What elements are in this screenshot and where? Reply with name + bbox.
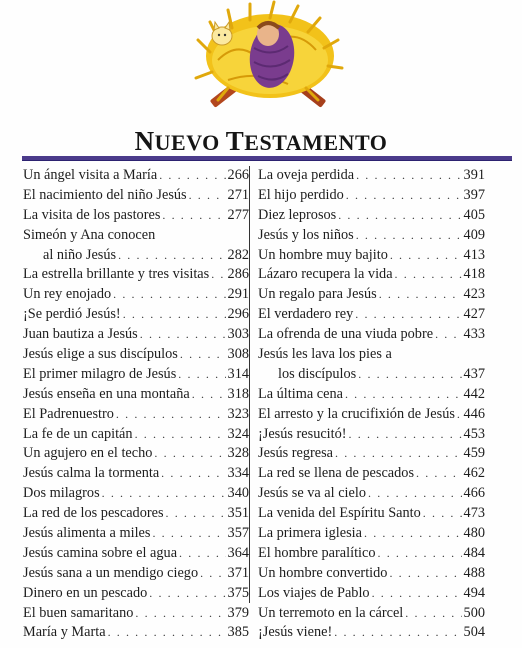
entry-title: El buen samaritano xyxy=(23,604,134,621)
entry-title: Jesús alimenta a miles xyxy=(23,525,151,542)
entry-title: Los viajes de Pablo xyxy=(258,584,370,601)
dot-leader xyxy=(162,206,225,226)
entry-title: Jesús camina sobre el agua xyxy=(23,544,178,561)
toc-entry xyxy=(258,604,485,624)
dot-leader xyxy=(345,385,462,405)
toc-entry xyxy=(258,206,485,226)
dot-leader xyxy=(423,504,462,524)
page-number: 459 xyxy=(463,445,485,462)
toc-entry xyxy=(258,246,485,266)
dot-leader xyxy=(123,305,226,325)
toc-entry xyxy=(23,524,249,544)
dot-leader xyxy=(118,246,225,266)
page-number: 433 xyxy=(463,326,485,343)
dot-leader xyxy=(159,166,225,186)
dot-leader xyxy=(140,325,226,345)
dot-leader xyxy=(189,186,226,206)
dot-leader xyxy=(356,166,461,186)
page-number: 494 xyxy=(463,584,485,601)
section-title: NUEVO TESTAMENTO xyxy=(134,126,388,156)
entry-title: La última cena xyxy=(258,385,343,402)
entry-title: La primera iglesia xyxy=(258,525,363,542)
entry-title: Jesús sana a un mendigo ciego xyxy=(23,564,199,581)
dot-leader xyxy=(379,285,462,305)
entry-title: La oveja perdida xyxy=(258,167,355,183)
toc-entry xyxy=(258,365,485,385)
dot-leader xyxy=(200,564,225,584)
entry-title: El arresto y la crucifixión de Jesús xyxy=(258,405,455,422)
dot-leader xyxy=(154,444,225,464)
dot-leader xyxy=(192,385,226,405)
toc-entry xyxy=(258,504,485,524)
page-number: 473 xyxy=(463,505,485,522)
toc-entry xyxy=(258,544,485,564)
toc-entry xyxy=(258,405,485,425)
entry-title: El hijo perdido xyxy=(258,186,344,203)
toc-entry xyxy=(23,385,249,405)
entry-title: Juan bautiza a Jesús xyxy=(23,326,138,343)
dot-leader xyxy=(416,464,462,484)
toc-entry xyxy=(23,345,249,365)
entry-title: Simeón y Ana conocen xyxy=(23,226,156,243)
dot-leader xyxy=(166,504,226,524)
toc-entry xyxy=(258,564,485,584)
page-number: 391 xyxy=(463,167,485,183)
toc-entry xyxy=(258,285,485,305)
toc-entry xyxy=(23,544,249,564)
dot-leader xyxy=(108,623,226,643)
dot-leader xyxy=(113,285,225,305)
toc-entry xyxy=(258,325,485,345)
page-number: 500 xyxy=(463,604,485,621)
entry-title: Un hombre convertido xyxy=(258,564,388,581)
page-number: 437 xyxy=(463,365,485,382)
dot-leader xyxy=(211,265,225,285)
page-number: 466 xyxy=(463,485,485,502)
dot-leader xyxy=(349,425,462,445)
toc-entry xyxy=(258,385,485,405)
toc-entry xyxy=(258,186,485,206)
toc-entry xyxy=(23,464,249,484)
entry-title: El hombre paralítico xyxy=(258,544,376,561)
entry-title: María y Marta xyxy=(23,624,106,641)
entry-title: Jesús enseña en una montaña xyxy=(23,385,190,402)
dot-leader xyxy=(338,206,461,226)
dot-leader xyxy=(395,265,462,285)
entry-title: Diez leprosos xyxy=(258,206,337,223)
entry-title: Un terremoto en la cárcel xyxy=(258,604,404,621)
toc-entry xyxy=(258,265,485,285)
toc-entry xyxy=(23,564,249,584)
entry-title: Dinero en un pescado xyxy=(23,584,148,601)
page-number: 385 xyxy=(227,624,249,641)
entry-title: Jesús elige a sus discípulos xyxy=(23,346,178,363)
dot-leader xyxy=(389,564,461,584)
entry-title: El primer milagro de Jesús xyxy=(23,365,177,382)
toc-entry xyxy=(23,265,249,285)
page-number: 409 xyxy=(463,226,485,243)
toc-entry xyxy=(23,623,249,643)
dot-leader xyxy=(334,623,461,643)
page-number: 303 xyxy=(227,326,249,343)
entry-title: Un hombre muy bajito xyxy=(258,246,388,263)
page-number: 371 xyxy=(227,564,249,581)
toc-entry xyxy=(258,623,485,643)
page-number: 397 xyxy=(463,186,485,203)
dot-leader xyxy=(405,604,461,624)
title-rule-line xyxy=(22,160,512,161)
dot-leader xyxy=(135,425,226,445)
entry-title: La fe de un capitán xyxy=(23,425,133,442)
dot-leader xyxy=(102,484,226,504)
entry-title: ¡Se perdió Jesús! xyxy=(23,306,121,323)
dot-leader xyxy=(372,584,462,604)
dot-leader xyxy=(179,544,226,564)
dot-leader xyxy=(356,226,462,246)
entry-title: La visita de los pastores xyxy=(23,206,161,223)
page-number: 324 xyxy=(227,425,249,442)
toc-entry xyxy=(23,444,249,464)
toc-entry xyxy=(23,325,249,345)
toc-entry xyxy=(258,345,485,365)
page-number: 423 xyxy=(463,286,485,303)
entry-title: Jesús se va al cielo xyxy=(258,485,366,502)
entry-title: Jesús regresa xyxy=(258,445,334,462)
manger-illustration xyxy=(188,0,348,120)
toc-entry xyxy=(23,206,249,226)
page-number: 277 xyxy=(227,206,249,223)
dot-leader xyxy=(152,524,225,544)
entry-title: La estrella brillante y tres visitas xyxy=(23,266,210,283)
dot-leader xyxy=(161,464,225,484)
toc-right-column xyxy=(258,166,485,643)
toc-entry xyxy=(258,425,485,445)
toc-entry xyxy=(23,584,249,604)
toc-entry xyxy=(258,464,485,484)
entry-title: Un rey enojado xyxy=(23,286,112,303)
page-number: 340 xyxy=(227,485,249,502)
page-number: 286 xyxy=(227,266,249,283)
page-number: 351 xyxy=(227,505,249,522)
toc-entry xyxy=(23,604,249,624)
toc-entry xyxy=(258,524,485,544)
page-number: 453 xyxy=(463,425,485,442)
page-number: 418 xyxy=(463,266,485,283)
toc-entry xyxy=(23,425,249,445)
page-number: 462 xyxy=(463,465,485,482)
dot-leader xyxy=(178,365,225,385)
entry-title: La venida del Espíritu Santo xyxy=(258,505,421,522)
page-number: 282 xyxy=(227,246,249,263)
page-number: 271 xyxy=(227,186,249,203)
page-number: 364 xyxy=(227,544,249,561)
entry-title: La red se llena de pescados xyxy=(258,465,415,482)
toc-entry xyxy=(258,166,485,186)
dot-leader xyxy=(355,305,461,325)
entry-title: El nacimiento del niño Jesús xyxy=(23,186,187,203)
page-number: 308 xyxy=(227,346,249,363)
entry-title: Un ángel visita a María xyxy=(23,167,158,183)
page-number: 266 xyxy=(227,167,249,183)
page-number: 314 xyxy=(227,365,249,382)
entry-title: El Padrenuestro xyxy=(23,405,114,422)
entry-title: Jesús y los niños xyxy=(258,226,354,243)
toc-entry xyxy=(258,226,485,246)
page-number: 480 xyxy=(463,525,485,542)
toc-entry xyxy=(23,246,249,266)
entry-title: Jesús les lava los pies a xyxy=(258,346,392,363)
page-number: 405 xyxy=(463,206,485,223)
dot-leader xyxy=(457,405,462,425)
entry-title: Un agujero en el techo xyxy=(23,445,153,462)
dot-leader xyxy=(149,584,225,604)
toc-entry xyxy=(23,226,249,246)
dot-leader xyxy=(135,604,225,624)
page-number: 446 xyxy=(463,405,485,422)
page-number: 291 xyxy=(227,286,249,303)
page-number: 379 xyxy=(227,604,249,621)
dot-leader xyxy=(180,345,226,365)
entry-title: Lázaro recupera la vida xyxy=(258,266,393,283)
dot-leader xyxy=(368,484,462,504)
page-number: 442 xyxy=(463,385,485,402)
entry-title: El verdadero rey xyxy=(258,306,354,323)
entry-title: Jesús calma la tormenta xyxy=(23,465,160,482)
entry-title: ¡Jesús resucitó! xyxy=(258,425,347,442)
page-number: 375 xyxy=(227,584,249,601)
entry-title: ¡Jesús viene! xyxy=(258,624,333,641)
toc-entry xyxy=(23,186,249,206)
entry-title: La ofrenda de una viuda pobre xyxy=(258,326,434,343)
page-number: 334 xyxy=(227,465,249,482)
entry-title: Un regalo para Jesús xyxy=(258,286,377,303)
cat-figure xyxy=(212,22,232,45)
toc-entry xyxy=(258,305,485,325)
toc-entry xyxy=(23,484,249,504)
toc-left-column xyxy=(23,166,249,643)
page-number: 484 xyxy=(463,544,485,561)
page-number: 318 xyxy=(227,385,249,402)
dot-leader xyxy=(364,524,462,544)
dot-leader xyxy=(335,444,462,464)
toc-entry xyxy=(23,405,249,425)
dot-leader xyxy=(346,186,462,206)
toc-entry xyxy=(23,504,249,524)
column-divider xyxy=(249,166,250,603)
entry-title: Dos milagros xyxy=(23,485,100,502)
page-number: 357 xyxy=(227,525,249,542)
dot-leader xyxy=(435,325,461,345)
page-number: 488 xyxy=(463,564,485,581)
toc-entry xyxy=(258,444,485,464)
dot-leader xyxy=(390,246,462,266)
page-number: 413 xyxy=(463,246,485,263)
toc-entry xyxy=(258,484,485,504)
toc-entry xyxy=(23,285,249,305)
toc-entry xyxy=(23,166,249,186)
toc-entry xyxy=(23,305,249,325)
dot-leader xyxy=(116,405,226,425)
entry-title: los discípulos xyxy=(278,365,357,382)
entry-title: La red de los pescadores xyxy=(23,505,164,522)
dot-leader xyxy=(358,365,461,385)
page-number: 328 xyxy=(227,445,249,462)
page-number: 323 xyxy=(227,405,249,422)
page-number: 504 xyxy=(463,624,485,641)
toc-entry xyxy=(258,584,485,604)
toc-entry xyxy=(23,365,249,385)
dot-leader xyxy=(378,544,462,564)
entry-title: al niño Jesús xyxy=(43,246,117,263)
page-number: 427 xyxy=(463,306,485,323)
page-number: 296 xyxy=(227,306,249,323)
